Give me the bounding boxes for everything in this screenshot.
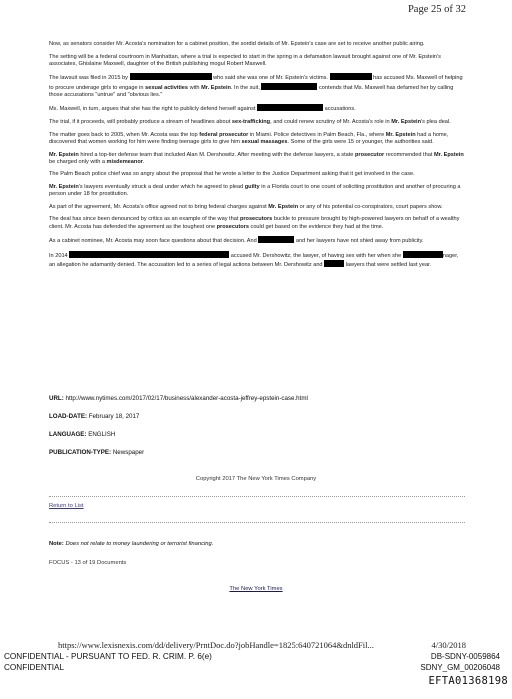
return-to-list-link[interactable]: Return to List [49,503,84,509]
paragraph-8: The Palm Beach police chief was so angry about the proposal that he wrote a letter to the Justice Department asking that it get involved in the case. [49,171,415,178]
focus-count: FOCUS - 13 of 19 Documents [49,560,127,566]
redaction-box [324,260,344,267]
print-date: 4/30/2018 [431,640,466,650]
paragraph-2: The setting will be a federal courtroom in Manhattan, where a trial is expected to start in the spring in a defamation lawsuit brought against one of Mr. Epstein's associates, Ghislaine Maxwell, daughter of the British publishing mogul Robert Maxwell. [49,53,441,67]
redaction-box [403,251,443,258]
redaction-box [261,83,317,90]
article-url: http://www.nytimes.com/2017/02/17/business/alexander-acosta-jeffrey-epstein-case.html [65,395,308,402]
paragraph-11: The deal has since been denounced by critics as an example of the way that prosecutors buckle to pressure brought by high-powered lawyers on behalf of a wealthy client. Mr. Acosta has defended the agreement as the toughest one prosecutors could get based on the evidence they had at the time. [49,216,460,230]
paragraph-13: In 2014 accused Mr. Dershowitz, the lawyer, of having sex with her when she nager, an allegation he adamantly denied. The accusation led to a series of legal actions between Mr. Dershowitz and lawyers that were settled last year. [49,252,459,268]
divider [49,496,465,497]
paragraph-7: Mr. Epstein hired a top-tier defense team that included Alan M. Dershowitz. After meeting with the defense lawyers, a state prosecutor recommended that Mr. Epstein be charged only with a misdemeanor. [49,151,464,165]
load-date-line: LOAD-DATE: February 18, 2017 [49,413,140,420]
redaction-box [257,104,323,111]
print-url: https://www.lexisnexis.com/dd/delivery/PrntDoc.do?jobHandle=1825:640721064&dnldFil... [58,640,374,650]
language-line: LANGUAGE: ENGLISH [49,431,116,438]
article-body [49,41,465,275]
url-line: URL: http://www.nytimes.com/2017/02/17/business/alexander-acosta-jeffrey-epstein-case.html [49,395,308,402]
page-number: Page 25 of 32 [407,4,466,15]
efta-number: EFTA01368198 [428,675,508,687]
bates-number: DB-SDNY-0059864 [430,652,500,661]
redaction-box [258,236,294,243]
confidential-label: CONFIDENTIAL - PURSUANT TO FED. R. CRIM. P. 6(e) [4,652,212,661]
paragraph-12: As a cabinet nominee, Mr. Acosta may soon face questions about that decision. And and her lawyers have not shied away from publicity. [49,238,424,245]
paragraph-3: The lawsuit was filed in 2015 by who said she was one of Mr. Epstein's victims. has accused Ms. Maxwell of helping to procure underage girls to engage in sexual activities with Mr. Epstein. In the suit, contends that Ms. Maxwell has defamed her by calling those accusations "untrue" and "obvious lies." [49,75,463,98]
bates-number-secondary: SDNY_GM_00206048 [420,663,500,672]
confidential-label-short: CONFIDENTIAL [4,663,65,672]
redaction-box [330,73,372,80]
redaction-box [69,251,229,258]
paragraph-6: The matter goes back to 2005, when Mr. Acosta was the top federal prosecutor in Miami. Police detectives in Palm Beach, Fla., where Mr. Epstein had a home, discovered that women working for him were finding teenage girls to give him sexual massages. Some of the girls were 15 or younger, the authorities said. [49,131,449,145]
divider [49,522,465,523]
paragraph-4: Ms. Maxwell, in turn, argues that she has the right to publicly defend herself against accusations. [49,106,356,113]
paragraph-10: As part of the agreement, Mr. Acosta's office agreed not to bring federal charges against Mr. Epstein or any of his potential co-conspirators, court papers show. [49,203,443,210]
note-line: Note: Does not relate to money laundering or terrorist financing. [49,541,214,547]
paragraph-9: Mr. Epstein's lawyers eventually struck a deal under which he agreed to plead guilty in a Florida court to one count of soliciting prostitution and another of procuring a person under 18 for prostitution. [49,183,461,198]
publication-link[interactable]: The New York Times [229,586,283,592]
paragraph-1: Now, as senators consider Mr. Acosta's nomination for a cabinet position, the sordid details of Mr. Epstein's case are set to receive another public airing. [49,41,425,47]
paragraph-5: The trial, if it proceeds, will probably produce a stream of headlines about sex-trafficking, and could renew scrutiny of Mr. Acosta's role in Mr. Epstein's plea deal. [49,119,451,126]
redaction-box [130,73,212,80]
copyright-notice: Copyright 2017 The New York Times Company [195,476,317,482]
publication-type-line: PUBLICATION-TYPE: Newspaper [49,449,145,456]
